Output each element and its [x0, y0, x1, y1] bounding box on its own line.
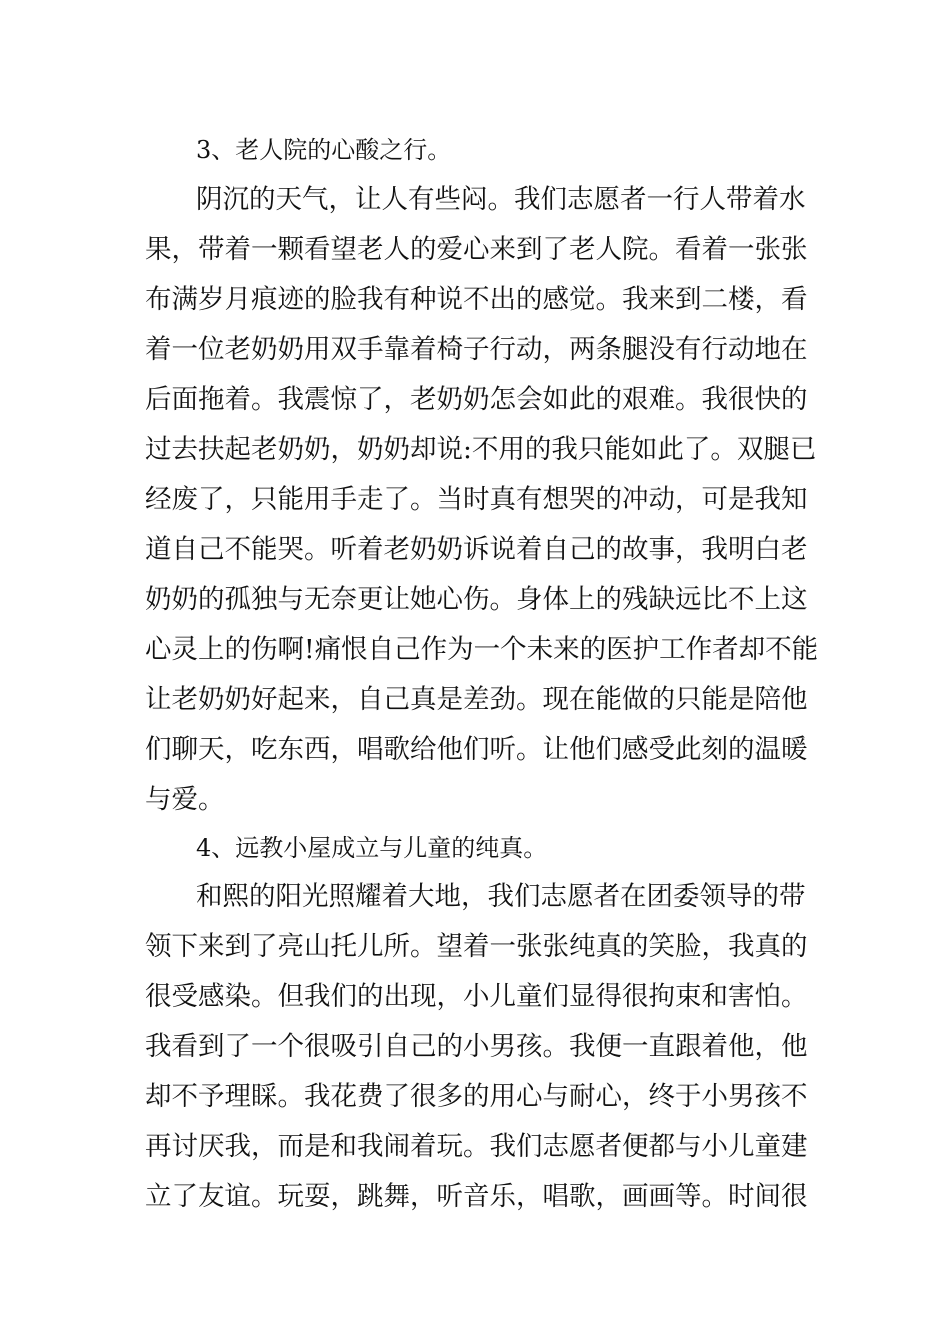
paragraph-line: 们聊天，吃东西，唱歌给他们听。让他们感受此刻的温暖: [145, 734, 808, 765]
paragraph-line: 着一位老奶奶用双手靠着椅子行动，两条腿没有行动地在: [145, 334, 808, 365]
paragraph-line: 立了友谊。玩耍，跳舞，听音乐，唱歌，画画等。时间很: [145, 1181, 808, 1212]
paragraph-line: 与爱。: [145, 784, 225, 815]
paragraph-line: 过去扶起老奶奶，奶奶却说:不用的我只能如此了。双腿已: [145, 434, 817, 465]
paragraph-line: 经废了，只能用手走了。当时真有想哭的冲动，可是我知: [145, 484, 808, 515]
paragraph-line: 道自己不能哭。听着老奶奶诉说着自己的故事，我明白老: [145, 534, 808, 565]
paragraph-line: 让老奶奶好起来，自己真是差劲。现在能做的只能是陪他: [145, 684, 808, 715]
section-heading-3: 3、老人院的心酸之行。: [196, 136, 452, 164]
paragraph-line: 却不予理睬。我花费了很多的用心与耐心，终于小男孩不: [145, 1081, 808, 1112]
paragraph-line: 和熙的阳光照耀着大地，我们志愿者在团委领导的带: [196, 881, 806, 912]
paragraph-line: 再讨厌我，而是和我闹着玩。我们志愿者便都与小儿童建: [145, 1131, 808, 1162]
paragraph-line: 阴沉的天气，让人有些闷。我们志愿者一行人带着水: [196, 184, 806, 215]
paragraph-line: 很受感染。但我们的出现，小儿童们显得很拘束和害怕。: [145, 981, 808, 1012]
paragraph-line: 奶奶的孤独与无奈更让她心伤。身体上的残缺远比不上这: [145, 584, 808, 615]
paragraph-line: 我看到了一个很吸引自己的小男孩。我便一直跟着他，他: [145, 1031, 808, 1062]
section-heading-4: 4、远教小屋成立与儿童的纯真。: [196, 834, 548, 862]
paragraph-line: 果，带着一颗看望老人的爱心来到了老人院。看着一张张: [145, 234, 808, 265]
paragraph-line: 领下来到了亮山托儿所。望着一张张纯真的笑脸，我真的: [145, 931, 808, 962]
paragraph-line: 心灵上的伤啊!痛恨自己作为一个未来的医护工作者却不能: [145, 634, 819, 665]
paragraph-line: 后面拖着。我震惊了，老奶奶怎会如此的艰难。我很快的: [145, 384, 808, 415]
paragraph-line: 布满岁月痕迹的脸我有种说不出的感觉。我来到二楼，看: [145, 284, 808, 315]
